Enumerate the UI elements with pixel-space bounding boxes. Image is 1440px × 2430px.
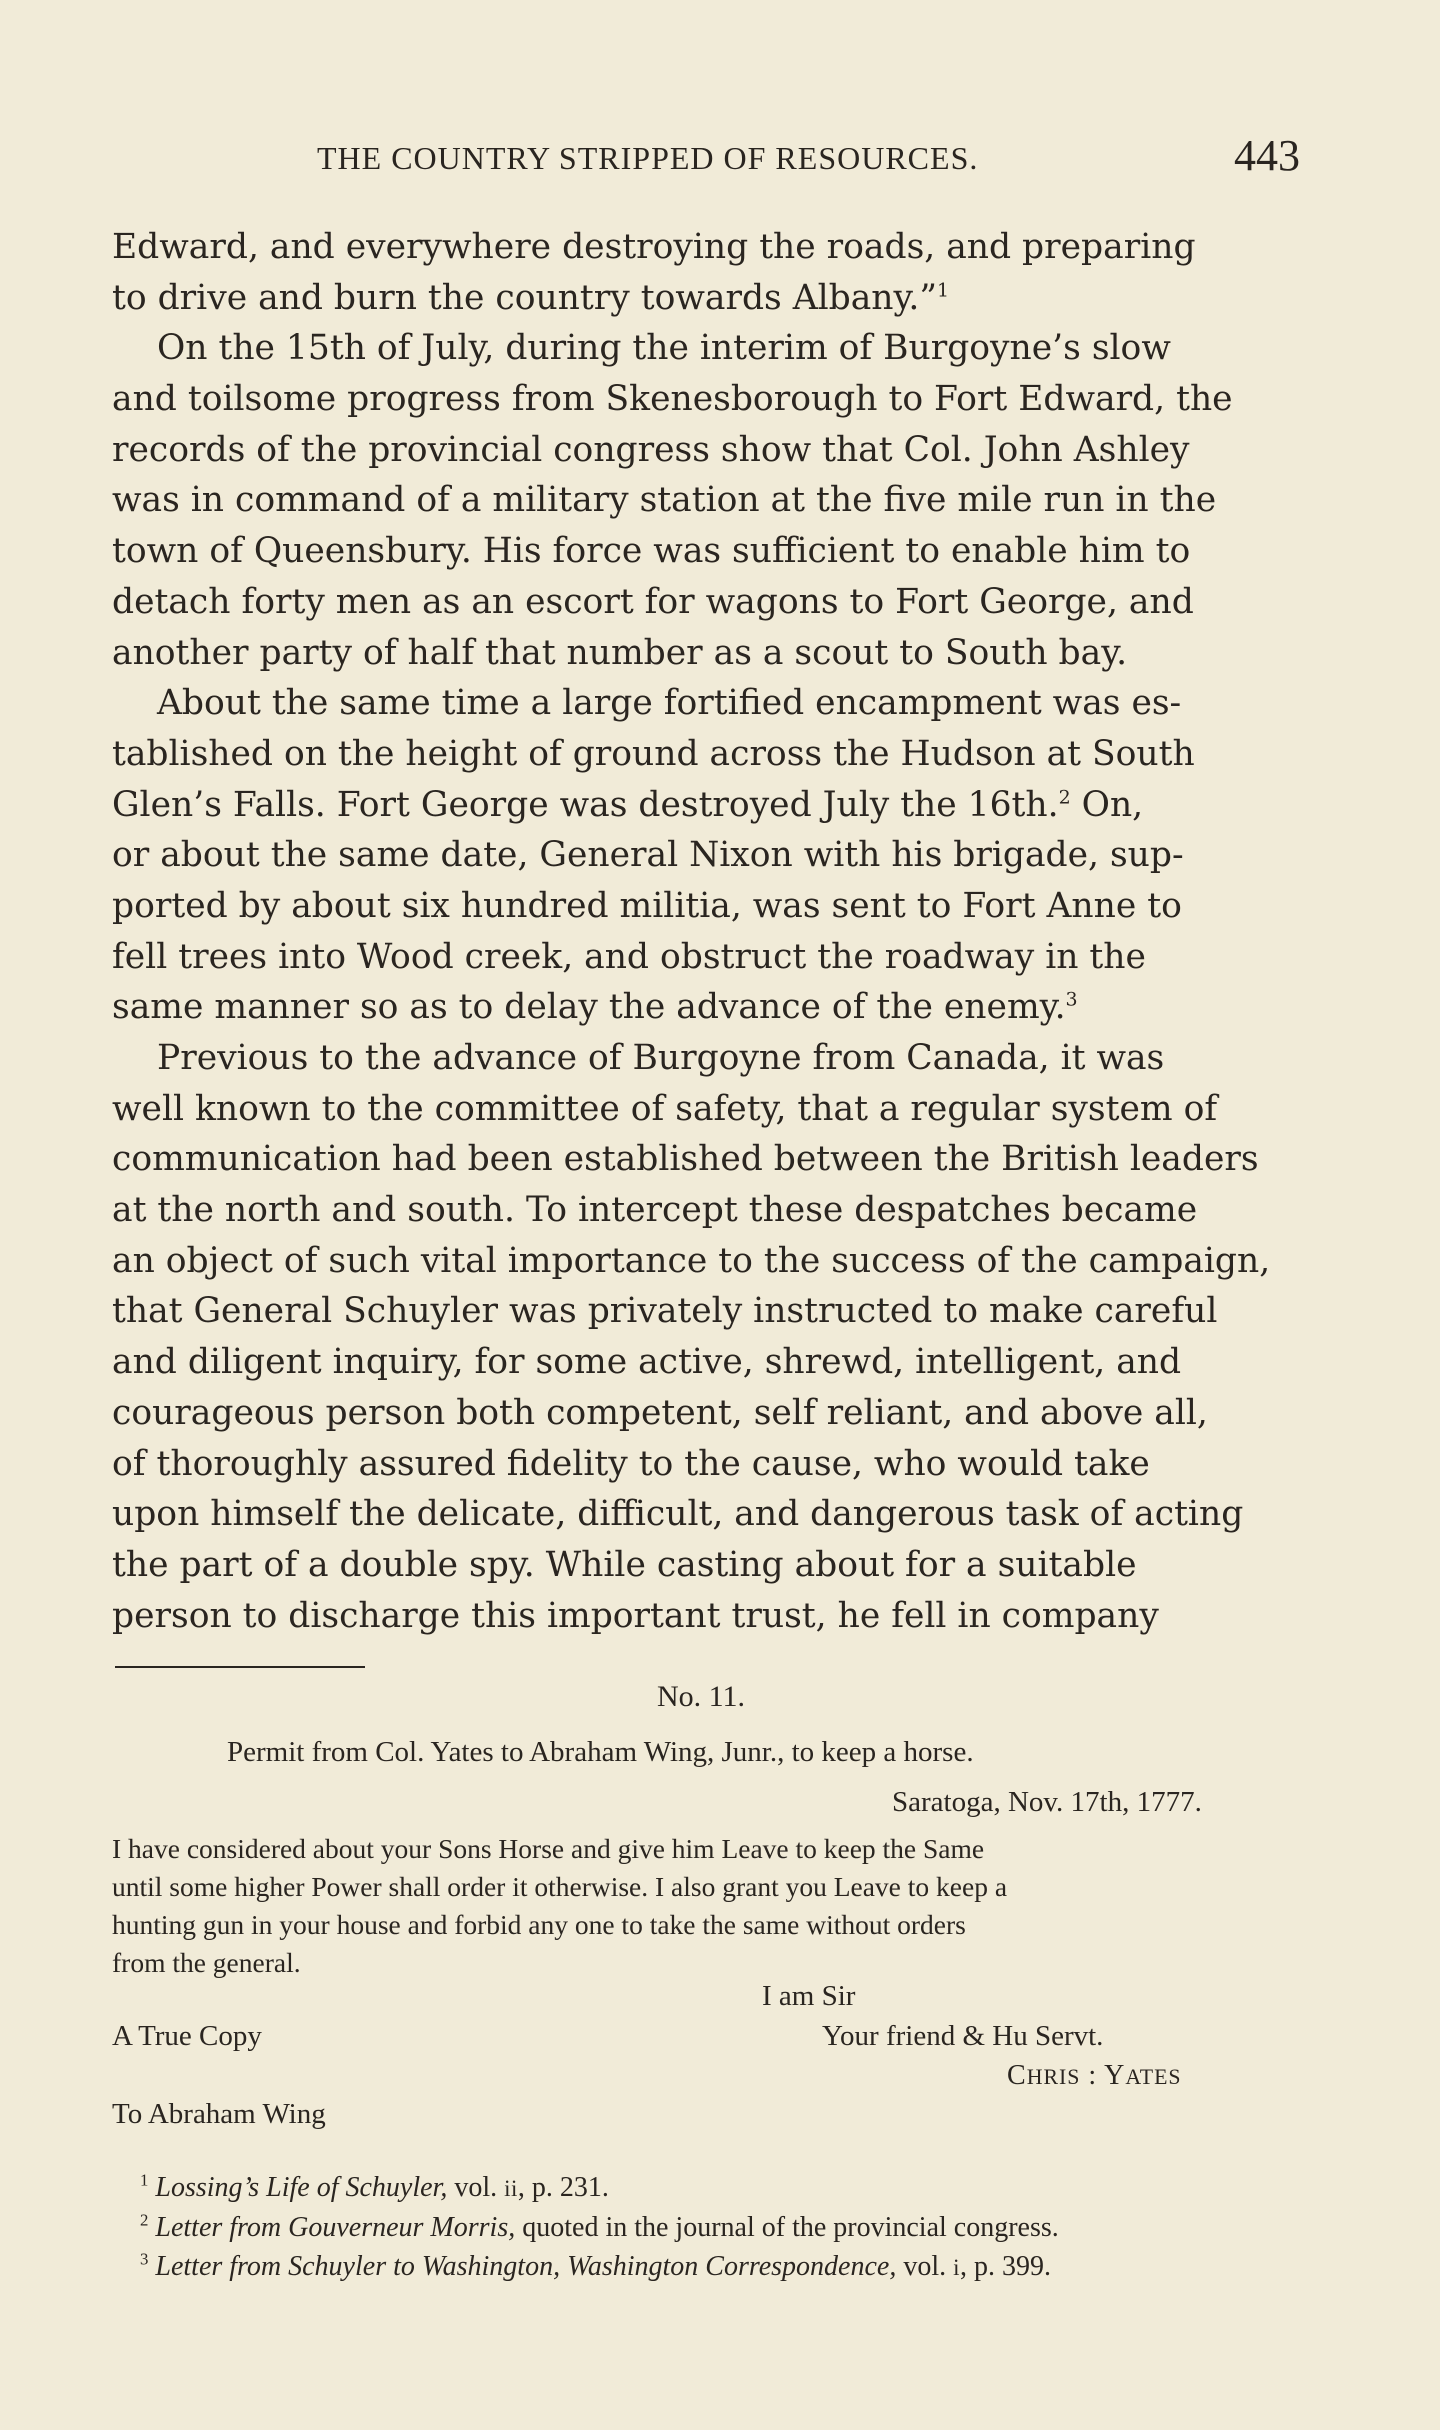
text-line: an object of such vital importance to the success of the campaign, (112, 1240, 1271, 1281)
document-closing: I am Sir (762, 1980, 856, 2012)
text-line: tablished on the height of ground across the Hudson at South (112, 733, 1195, 774)
text-line: upon himself the delicate, difficult, and dangerous task of acting (112, 1494, 1244, 1535)
text-line: and toilsome progress from Skenesborough to Fort Edward, the (112, 379, 1233, 420)
text-line: person to discharge this important trust, he fell in company (112, 1595, 1159, 1636)
text-line: another party of half that number as a scout to South bay. (112, 632, 1128, 673)
document-line: I have considered about your Sons Horse and give him Leave to keep the Same (112, 1833, 985, 1864)
document-body (112, 1830, 1302, 1982)
document-signature: CHRIS : YATES (1007, 2060, 1182, 2091)
text-line: courageous person both competent, self reliant, and above all, (112, 1392, 1208, 1433)
page-number: 443 (1234, 131, 1300, 180)
running-head (112, 130, 1300, 190)
document-line: from the general. (112, 1947, 301, 1978)
text-line: detach forty men as an escort for wagons to Fort George, and (112, 581, 1194, 622)
footnote: $^1$ Lossing’s Life of Schuyler, vol. ii, p. 231. (140, 2170, 609, 2203)
document-valediction: Your friend & Hu Servt. (822, 2020, 1104, 2052)
text-line: at the north and south. To intercept these despatches became (112, 1190, 1198, 1231)
document-date: Saratoga, Nov. 17th, 1777. (892, 1786, 1202, 1818)
text-line: or about the same date, General Nixon with his brigade, sup- (112, 835, 1184, 876)
text-line: Edward, and everywhere destroying the roads, and preparing (112, 227, 1196, 267)
document-heading: Permit from Col. Yates to Abraham Wing, Junr., to keep a horse. (227, 1736, 974, 1768)
running-head-title: THE COUNTRY STRIPPED OF RESOURCES. (317, 140, 979, 176)
text-line: communication had been established between the British leaders (112, 1139, 1259, 1180)
section-divider (115, 1666, 365, 1668)
footnotes (140, 2168, 1300, 2287)
text-line: to drive and burn the country towards Albany.”$^1$ (112, 277, 950, 318)
text-line: records of the provincial congress show that Col. John Ashley (112, 429, 1190, 470)
text-line: town of Queensbury. His force was sufficient to enable him to (112, 531, 1191, 572)
footnote-ref: 1 (937, 279, 950, 302)
document-line: until some higher Power shall order it otherwise. I also grant you Leave to keep a (112, 1871, 1008, 1902)
text-line: same manner so as to delay the advance of the enemy.$^3$ (112, 987, 1078, 1028)
text-line: On the 15th of July, during the interim of Burgoyne’s slow (157, 328, 1171, 369)
footnote-ref: 2 (1058, 786, 1071, 809)
text-line: Previous to the advance of Burgoyne from Canada, it was (157, 1038, 1165, 1078)
text-line: well known to the committee of safety, that a regular system of (112, 1088, 1218, 1129)
footnote: $^3$ Letter from Schuyler to Washington, Washington Correspondence, vol. i, p. 399. (140, 2249, 1051, 2282)
text-line: ported by about six hundred militia, was sent to Fort Anne to (112, 885, 1182, 926)
text-line: About the same time a large fortified encampment was es- (157, 683, 1182, 724)
document-number: No. 11. (657, 1680, 746, 1713)
text-line: of thoroughly assured fidelity to the cause, who would take (112, 1443, 1150, 1484)
footnote: $^2$ Letter from Gouverneur Morris, quoted in the journal of the provincial congress. (140, 2210, 1059, 2243)
true-copy-label: A True Copy (112, 2020, 262, 2052)
main-text (112, 222, 1302, 1641)
text-line: that General Schuyler was privately instructed to make careful (112, 1291, 1218, 1332)
document-addressee: To Abraham Wing (112, 2098, 326, 2130)
text-line: and diligent inquiry, for some active, shrewd, intelligent, and (112, 1342, 1182, 1383)
footnote-ref: 3 (1065, 988, 1078, 1011)
document-line: hunting gun in your house and forbid any one to take the same without orders (112, 1909, 966, 1940)
text-line: fell trees into Wood creek, and obstruct the roadway in the (112, 936, 1146, 977)
text-line: was in command of a military station at the five mile run in the (112, 480, 1217, 521)
text-line: Glen’s Falls. Fort George was destroyed July the 16th.$^2$ On, (112, 784, 1144, 825)
text-line: the part of a double spy. While casting about for a suitable (112, 1544, 1137, 1585)
